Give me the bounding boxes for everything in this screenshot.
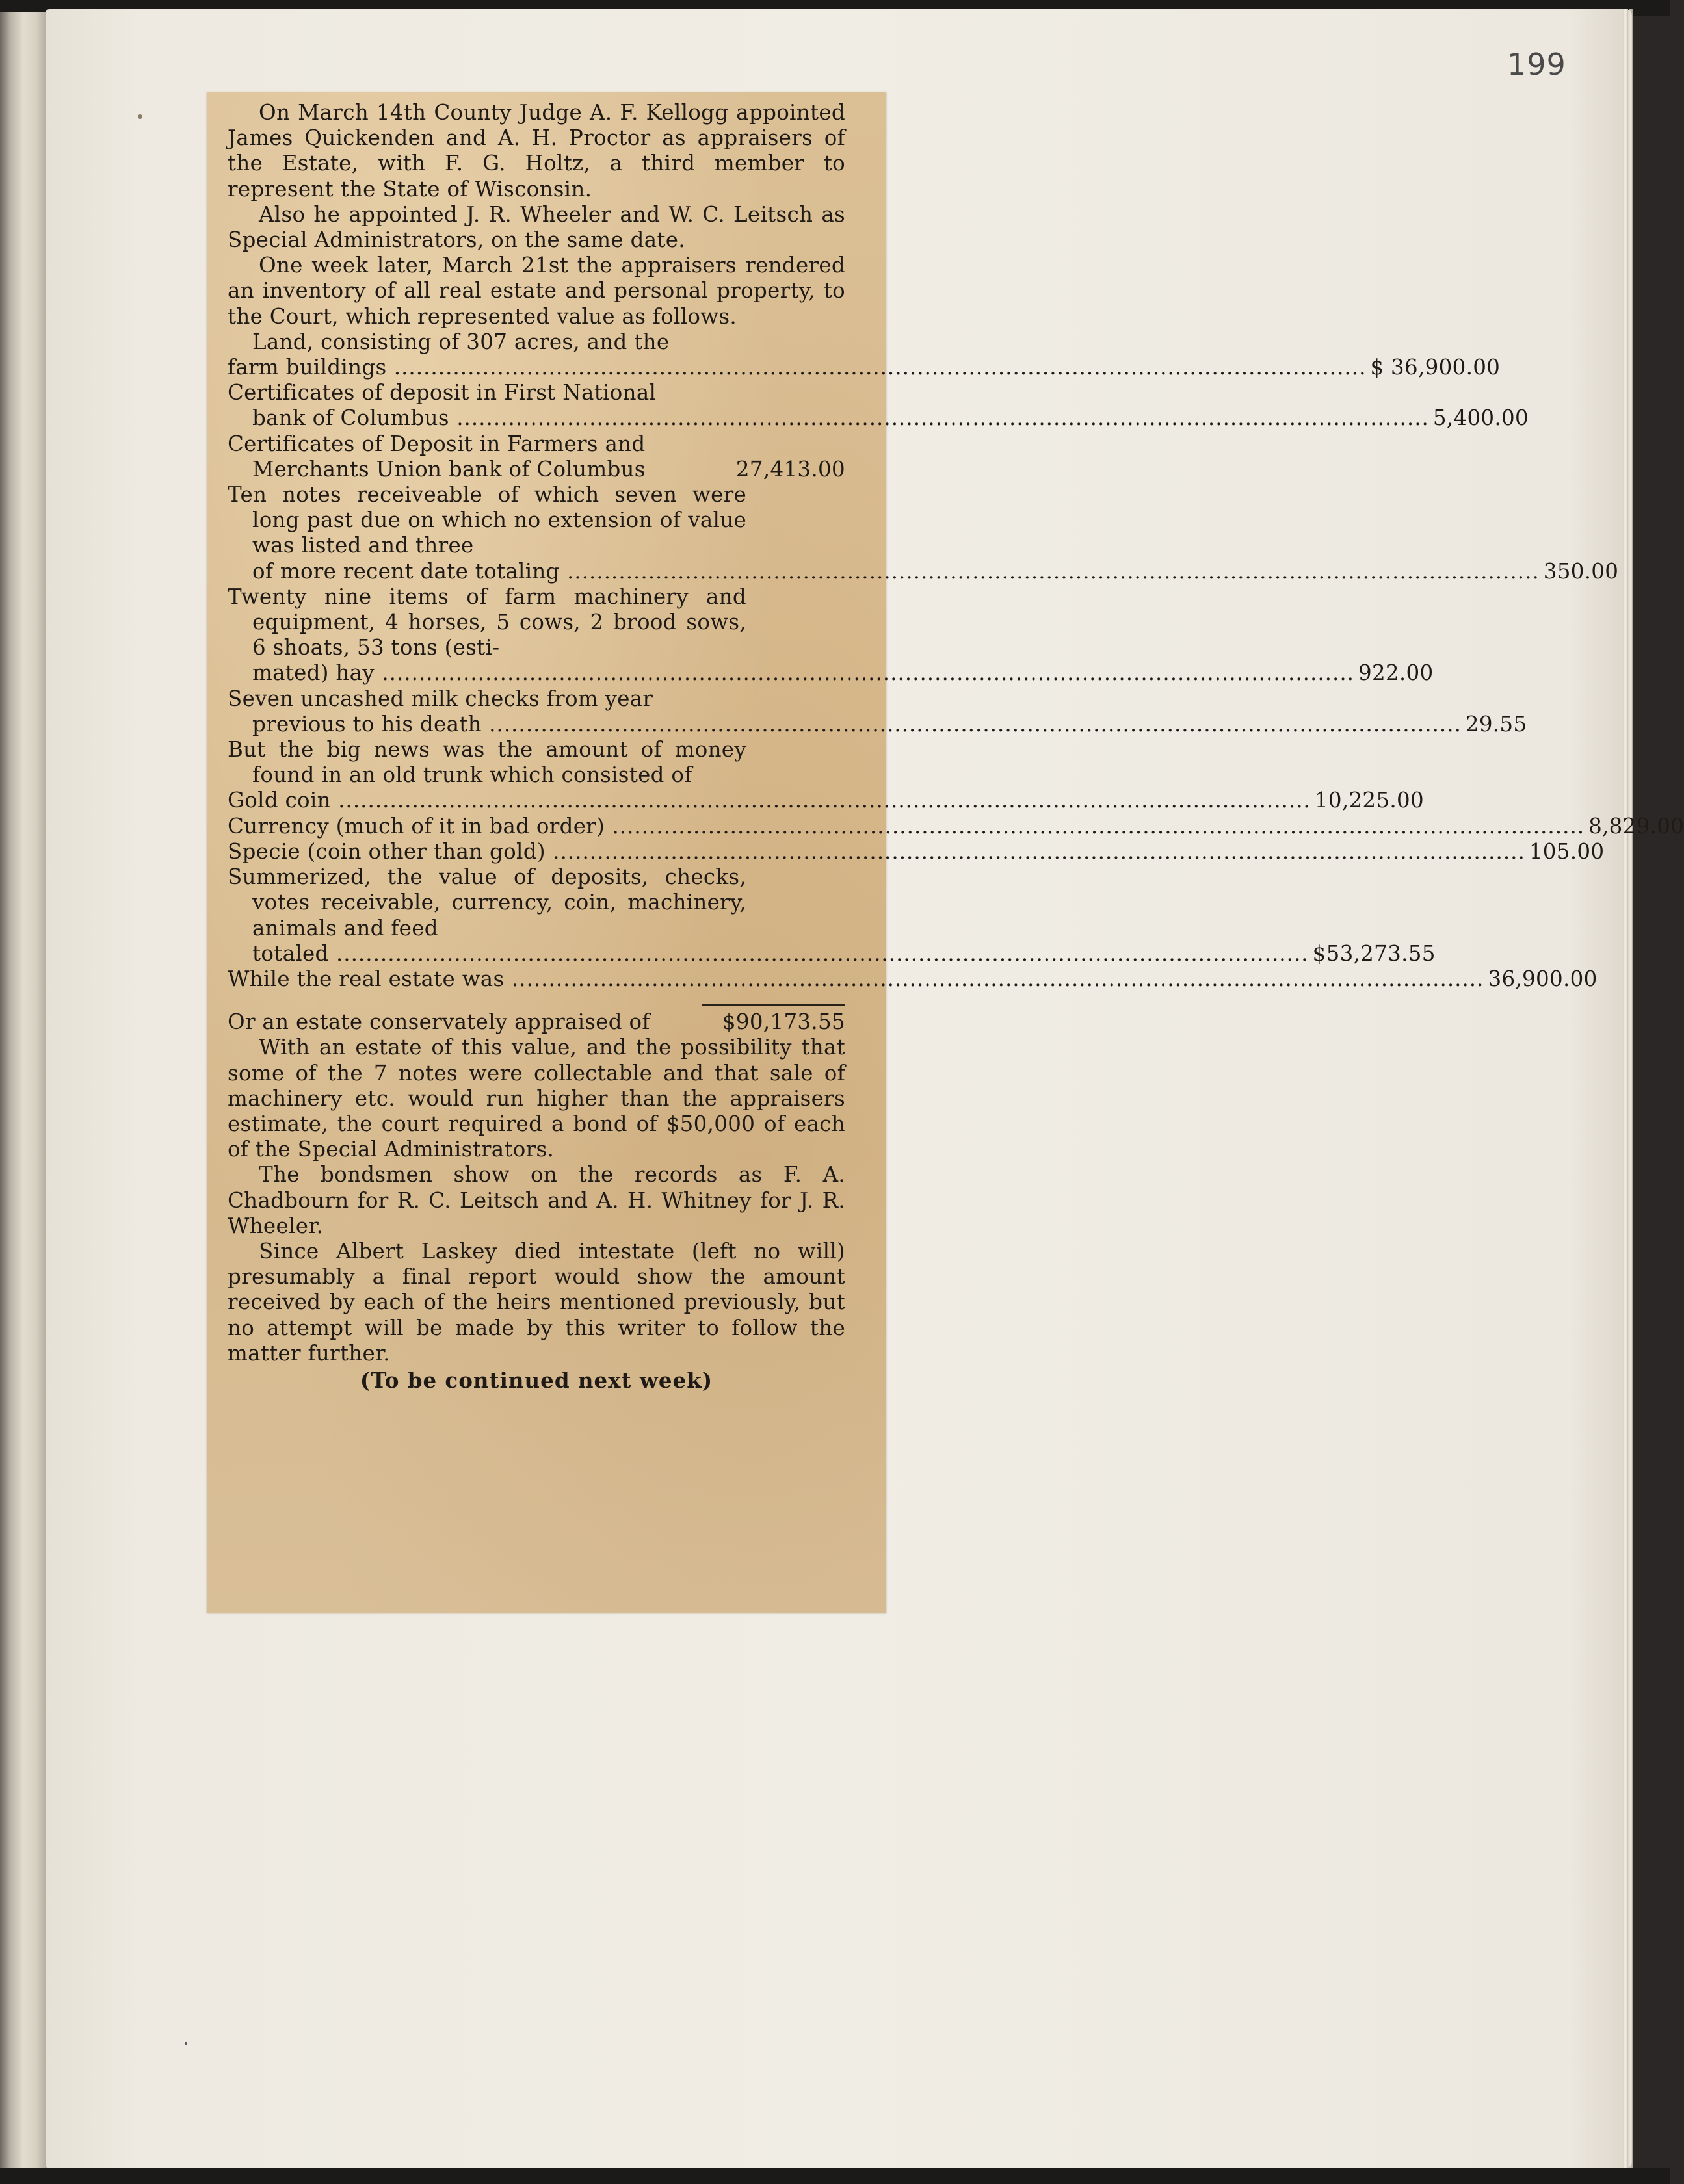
inventory-total: Or an estate conservately appraised of $90,173.55 <box>228 1009 845 1035</box>
inventory-line: totaled .................................................................................................................................... $53,273.55 <box>252 941 1436 966</box>
inventory-line: previous to his death .................................................................................................................................... 29.55 <box>252 711 1527 736</box>
inventory-lead: Certificates of deposit in First National <box>228 380 657 406</box>
newspaper-clipping <box>207 92 1684 1613</box>
scan-bottom-border <box>0 2168 1670 2184</box>
paper-speck <box>185 2042 187 2045</box>
article-paragraph: Also he appointed J. R. Wheeler and W. C. Leitsch as Special Administrators, on the same date. <box>228 202 845 253</box>
inventory-line: Currency (much of it in bad order) .................................................................................................................................... 8,829.00 <box>228 813 1684 838</box>
inventory-lead: Land, consisting of 307 acres, and the <box>252 329 670 354</box>
inventory-line: Specie (coin other than gold) .................................................................................................................................... 105.00 <box>228 838 1605 864</box>
page-edge <box>1629 9 1633 2168</box>
total-rule <box>702 1004 845 1006</box>
article-column <box>228 100 1684 1393</box>
page-number: 199 <box>1507 47 1566 82</box>
article-paragraph: The bondsmen show on the records as F. A. Chadbourn for R. C. Leitsch and A. H. Whitney for J. R. Wheeler. <box>228 1162 845 1238</box>
inventory-line: Gold coin .................................................................................................................................... 10,225.00 <box>228 788 1424 813</box>
inventory-line: Merchants Union bank of Columbus 27,413.00 <box>252 456 845 482</box>
inventory-lead: But the big news was the amount of money found in an old trunk which consisted of <box>228 737 746 788</box>
inventory-lead: Certificates of Deposit in Farmers and <box>228 431 646 456</box>
inventory-line: bank of Columbus .................................................................................................................................... 5,400.00 <box>252 406 1529 431</box>
inventory-lead: Summerized, the value of deposits, checks, votes receivable, currency, coin, machinery, animals and feed <box>228 864 746 941</box>
article-paragraph: One week later, March 21st the appraisers rendered an inventory of all real estate and personal property, to the Court, which represented value as follows. <box>228 253 845 329</box>
article-paragraph: On March 14th County Judge A. F. Kellogg appointed James Quickenden and A. H. Proctor as appraisers of the Estate, with F. G. Holtz, a third member to represent the State of Wisconsin. <box>228 100 845 202</box>
paper-speck <box>138 114 142 119</box>
inventory-lead: Twenty nine items of farm machinery and equipment, 4 horses, 5 cows, 2 brood sows, 6 shoats, 53 tons (esti- <box>228 584 746 660</box>
inventory-line: of more recent date totaling .................................................................................................................................... 350.00 <box>252 558 1619 584</box>
inventory-line: While the real estate was .................................................................................................................................... 36,900.00 <box>228 966 1598 991</box>
inventory-line: farm buildings .................................................................................................................................... $ 36,900.00 <box>228 355 1501 380</box>
inventory-lead: Seven uncashed milk checks from year <box>228 686 653 711</box>
article-paragraph: Since Albert Laskey died intestate (left no will) presumably a final report would show the amount received by each of the heirs mentioned previously, but no attempt will be made by this writer to follow the matter further. <box>228 1238 845 1366</box>
inventory-line: mated) hay .................................................................................................................................... 922.00 <box>252 660 1434 686</box>
page-edge <box>1623 9 1628 2168</box>
article-paragraph: With an estate of this value, and the possibility that some of the 7 notes were collectable and that sale of machinery etc. would run higher than the appraisers estimate, the court required a bond of $50,000 of each of the Special Administrators. <box>228 1035 845 1162</box>
continued-notice: (To be continued next week) <box>360 1367 713 1393</box>
album-binding <box>0 12 52 2171</box>
inventory-lead: Ten notes receiveable of which seven were long past due on which no extension of value was listed and three <box>228 482 746 558</box>
